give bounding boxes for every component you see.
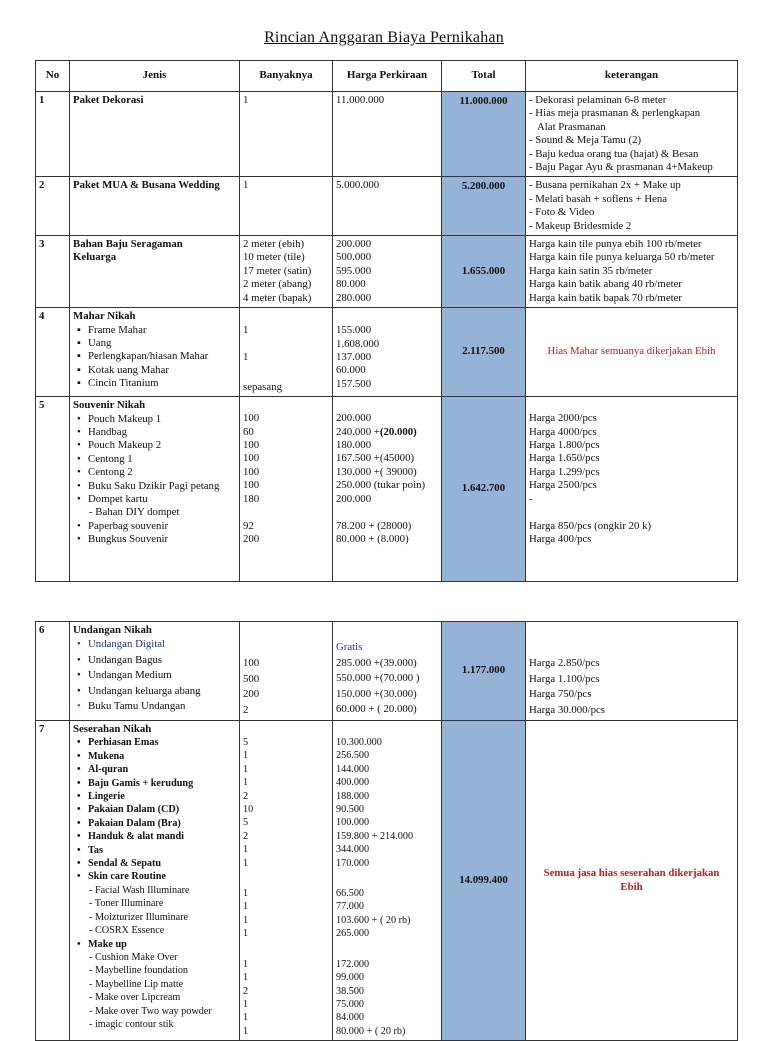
list-item: • Handuk & alat mandi <box>73 830 236 843</box>
list-item: • Dompet kartu <box>73 493 236 506</box>
list-item: • Buku Saku Dzikir Pagi petang <box>73 480 236 493</box>
list-item: • Tas <box>73 844 236 857</box>
list-item: • Undangan Medium <box>73 668 236 684</box>
list-item: • Pakaian Dalam (Bra) <box>73 817 236 830</box>
sub-item: - Cushion Make Over <box>89 951 178 963</box>
table-row <box>36 236 738 308</box>
row-qty: 2 meter (ebih) 10 meter (tile) 17 meter (satin) 2 meter (abang) 4 meter (bapak) <box>240 236 333 308</box>
budget-table-1 <box>35 60 738 582</box>
list-item: • Centong 2 <box>73 466 236 479</box>
table-row <box>36 308 738 397</box>
header-total: Total <box>442 61 526 92</box>
row-keterangan: Harga kain tile punya ebih 100 rb/meter Harga kain tile punya keluarga 50 rb/meter Harga kain satin 35 rb/meter Harga kain batik abang 40 rb/meter Harga kain batik bapak 70 rb/meter <box>526 236 738 308</box>
sub-item: - Maybelline Lip matte <box>89 978 184 990</box>
group-heading: Undangan Nikah <box>73 624 152 636</box>
table-row <box>36 92 738 177</box>
row-total: 2.117.500 <box>442 308 526 397</box>
sub-item: - Facial Wash Illuminare <box>89 884 190 896</box>
row-jenis <box>70 308 240 397</box>
row-number: 4 <box>36 308 70 397</box>
row-keterangan: - Busana pernikahan 2x + Make up - Melati basah + soflens + Hena - Foto & Video - Makeup Bridesmide 2 <box>526 177 738 236</box>
row-total: 1.655.000 <box>442 236 526 308</box>
header-jenis: Jenis <box>70 61 240 92</box>
list-item: • Undangan Bagus <box>73 653 236 669</box>
row-number: 5 <box>36 397 70 582</box>
sub-item: - Make over Two way powder <box>89 1005 212 1017</box>
sub-item: - COSRX Essence <box>89 925 165 937</box>
table-row <box>36 177 738 236</box>
list-item: • Buku Tamu Undangan <box>73 699 236 715</box>
list-item: • Perhiasan Emas <box>73 736 236 749</box>
row-price: 200.000 500.000 595.000 80.000 280.000 <box>333 236 442 308</box>
row-price: 155.000 1.608.000 137.000 60.000 157.500 <box>333 308 442 397</box>
list-item: ▪ Kotak uang Mahar <box>73 364 236 377</box>
row-keterangan: Harga 2000/pcs Harga 4000/pcs Harga 1.800/pcs Harga 1.650/pcs Harga 1.299/pcs Harga 2500/pcs - Harga 850/pcs (ongkir 20 k) Harga 400/pcs <box>526 397 738 582</box>
row-jenis: Bahan Baju Seragaman Keluarga <box>70 236 240 308</box>
list-item: • Sendal & Sepatu <box>73 857 236 870</box>
list-item: • Pouch Makeup 1 <box>73 413 236 426</box>
list-item: • Mukena <box>73 750 236 763</box>
list-item: ▪ Perlengkapan/hiasan Mahar <box>73 350 236 363</box>
row-price: 200.000 240.000 +(20.000) 180.000 167.500 +(45000) 130.000 +( 39000) 250.000 (tukar poin) 200.000 78.200 + (28000) 80.000 + (8.000) <box>333 397 442 582</box>
row-jenis <box>70 721 240 1041</box>
row-qty: 5 1 1 1 2 10 5 2 1 1 1 1 1 1 1 1 2 1 1 1 <box>240 721 333 1041</box>
list-item: ▪ Cincin Titanium <box>73 377 236 390</box>
row-qty: 1 1 sepasang <box>240 308 333 397</box>
list-item: • Baju Gamis + kerudung <box>73 777 236 790</box>
row-jenis: Paket MUA & Busana Wedding <box>70 177 240 236</box>
sub-item: - Toner Illuminare <box>89 898 164 910</box>
row-jenis <box>70 622 240 721</box>
row-total: 5.200.000 <box>442 177 526 236</box>
budget-table-2 <box>35 621 738 1041</box>
header-no: No <box>36 61 70 92</box>
header-keterangan: keterangan <box>526 61 738 92</box>
row-qty: 100 60 100 100 100 100 180 92 200 <box>240 397 333 582</box>
row-total: 11.000.000 <box>442 92 526 177</box>
row-qty: 100 500 200 2 <box>240 622 333 721</box>
row-total: 1.642.700 <box>442 397 526 582</box>
list-item: • Centong 1 <box>73 453 236 466</box>
table-header-row <box>36 61 738 92</box>
list-item: • Bungkus Souvenir <box>73 533 236 546</box>
row-price: 11.000.000 <box>333 92 442 177</box>
table-row <box>36 721 738 1041</box>
list-item: • Lingerie <box>73 790 236 803</box>
page-title: Rincian Anggaran Biaya Pernikahan <box>264 29 504 46</box>
list-item: ▪ Uang <box>73 337 236 350</box>
row-jenis: Paket Dekorasi <box>70 92 240 177</box>
row-qty: 1 <box>240 177 333 236</box>
row-keterangan: Hias Mahar semuanya dikerjakan Ebih <box>526 308 738 397</box>
row-price: 5.000.000 <box>333 177 442 236</box>
list-item: • Skin care Routine <box>73 870 236 883</box>
sub-item: - Bahan DIY dompet <box>89 506 180 519</box>
list-item: • Make up <box>73 938 236 951</box>
row-price: 10.300.000 256.500 144.000 400.000 188.000 90.500 100.000 159.800 + 214.000 344.000 170.000 66.500 77.000 103.600 + ( 20 rb) 265.000 172.000 99.000 38.500 75.000 84.000 80.000 + ( 20 rb) <box>333 721 442 1041</box>
sub-item: - Maybelline foundation <box>89 965 189 977</box>
list-item: • Al-quran <box>73 763 236 776</box>
row-price: Gratis 285.000 +(39.000) 550.000 +(70.000 ) 150.000 +(30.000) 60.000 + ( 20.000) <box>333 622 442 721</box>
row-keterangan: Harga 2.850/pcs Harga 1.100/pcs Harga 750/pcs Harga 30.000/pcs <box>526 622 738 721</box>
list-item: • Handbag <box>73 426 236 439</box>
group-heading: Mahar Nikah <box>73 310 136 323</box>
list-item: ▪ Frame Mahar <box>73 324 236 337</box>
list-item-digital: • Undangan Digital <box>73 637 236 653</box>
list-item: • Pouch Makeup 2 <box>73 439 236 452</box>
row-number: 3 <box>36 236 70 308</box>
sub-item: - imagic contour stik <box>89 1018 174 1030</box>
row-total: 14.099.400 <box>442 721 526 1041</box>
sub-item: - Make over Lipcream <box>89 992 181 1004</box>
row-number: 2 <box>36 177 70 236</box>
sub-item: - Moizturizer Illuminare <box>89 911 189 923</box>
list-item: • Paperbag souvenir <box>73 520 236 533</box>
group-heading: Souvenir Nikah <box>73 399 146 412</box>
row-keterangan: Semua jasa hias seserahan dikerjakan Ebih <box>526 721 738 1041</box>
row-number: 1 <box>36 92 70 177</box>
table-row <box>36 397 738 582</box>
list-item: • Undangan keluarga abang <box>73 684 236 700</box>
table-row <box>36 622 738 721</box>
row-jenis <box>70 397 240 582</box>
row-qty: 1 <box>240 92 333 177</box>
header-harga: Harga Perkiraan <box>333 61 442 92</box>
row-keterangan: - Dekorasi pelaminan 6-8 meter - Hias meja prasmanan & perlengkapan Alat Prasmanan - Sound & Meja Tamu (2) - Baju kedua orang tua (hajat) & Besan - Baju Pagar Ayu & prasmanan 4+Makeup <box>526 92 738 177</box>
group-heading: Seserahan Nikah <box>73 723 152 735</box>
row-number: 7 <box>36 721 70 1041</box>
list-item: • Pakaian Dalam (CD) <box>73 803 236 816</box>
row-number: 6 <box>36 622 70 721</box>
header-banyaknya: Banyaknya <box>240 61 333 92</box>
row-total: 1.177.000 <box>442 622 526 721</box>
